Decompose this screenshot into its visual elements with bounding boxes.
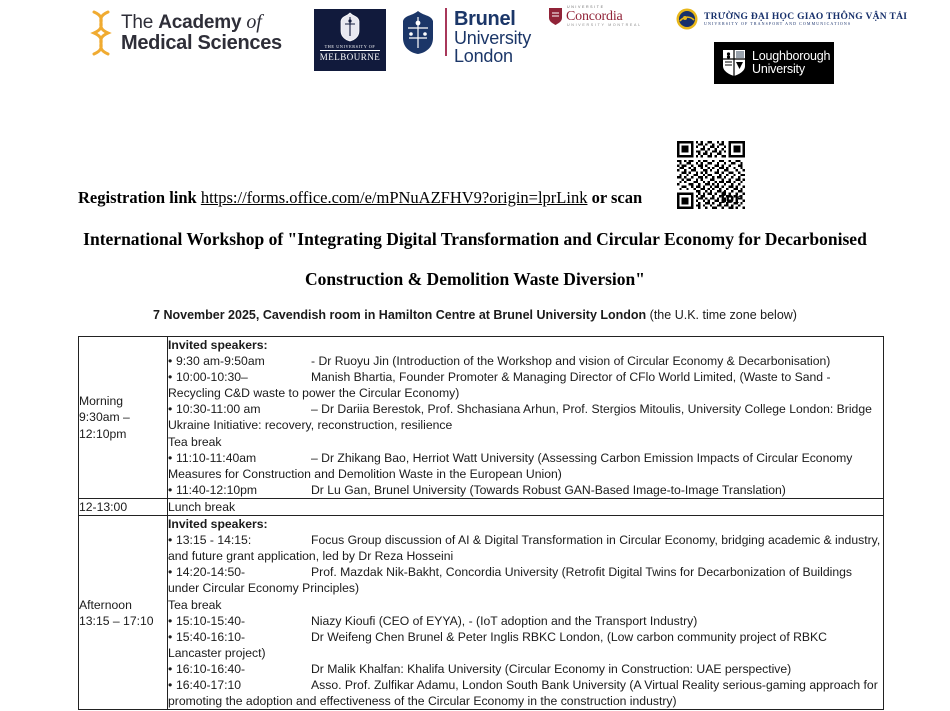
session-time: 11:10-11:40am: [176, 450, 257, 465]
logo-university-of-melbourne: [314, 9, 386, 71]
schedule-table: [78, 336, 884, 710]
tea-break-afternoon: Tea break: [168, 597, 222, 612]
logo-concordia-university: [548, 6, 642, 27]
table-row: [79, 498, 884, 515]
melbourne-sub-text: THE UNIVERSITY OF: [324, 44, 376, 49]
session-text: Niazy Kioufi (CEO of EYYA), - (IoT adoption and the Transport Industry): [311, 613, 698, 628]
session-time: 10:00-10:30–: [176, 370, 248, 385]
schedule-body-cell-afternoon: [168, 516, 884, 710]
schedule-body-cell-morning: [168, 337, 884, 499]
session-text: Dr Malik Khalfan: Khalifa University (Circular Economy in Construction: UAE perspective): [311, 661, 792, 676]
bullet-icon: •: [168, 533, 173, 548]
session-text: Prof. Mazdak Nik-Bakht, Concordia University (Retrofit Digital Twins for Decarbonization of Buildings under Circular Economy Principles): [168, 565, 852, 596]
bullet-icon: •: [168, 354, 173, 369]
workshop-title-line-1: International Workshop of "Integrating Digital Transformation and Circular Economy for Decarbonised: [83, 229, 867, 249]
utc-name-en: UNIVERSITY OF TRANSPORT AND COMMUNICATIONS: [704, 21, 852, 27]
session-list-morning-2: [168, 450, 883, 498]
bullet-icon: •: [168, 370, 173, 385]
list-item: [168, 482, 883, 498]
logo-brunel-university-london: [398, 8, 531, 65]
bullet-icon: •: [168, 450, 173, 465]
session-time: 16:10-16:40-: [176, 661, 246, 676]
bullet-icon: •: [168, 565, 173, 580]
schedule-table-body: [79, 337, 884, 710]
list-item: [168, 677, 883, 709]
registration-suffix: for: [716, 188, 742, 207]
session-text: Dr Lu Gan, Brunel University (Towards Robust GAN-Based Image-to-Image Translation): [311, 482, 786, 497]
time-label: Afternoon: [79, 597, 132, 612]
brunel-logo-line-1: Brunel: [454, 8, 516, 30]
session-time: 15:40-16:10-: [176, 629, 246, 644]
list-item: [168, 532, 883, 564]
workshop-date-venue: [0, 308, 950, 322]
concordia-bottom-text: UNIVERSITY MONTREAL: [567, 22, 642, 27]
schedule-time-cell-afternoon: [79, 516, 168, 710]
registration-line: [78, 188, 878, 208]
concordia-shield-icon: [548, 7, 563, 26]
session-text: - Dr Ruoyu Jin (Introduction of the Workshop and vision of Circular Economy & Decarbonisation): [311, 354, 831, 369]
bullet-icon: •: [168, 677, 173, 692]
session-text: Focus Group discussion of AI & Digital Transformation in Circular Economy, bridging academic & industry, and future grant application, led by Dr Reza Hosseini: [168, 533, 881, 564]
bullet-icon: •: [168, 629, 173, 644]
time-range-line-2: 12:10pm: [79, 426, 127, 441]
registration-middle: or scan: [587, 188, 647, 207]
schedule-body-cell-lunch: Lunch break: [168, 498, 884, 515]
loughborough-line-2: University: [752, 62, 805, 76]
logo-loughborough-university: [714, 42, 834, 84]
melbourne-crest-icon: [337, 12, 363, 42]
ams-logo-line-1: The Academy of: [121, 10, 262, 33]
brunel-crest-icon: [398, 8, 438, 56]
session-text: Manish Bhartia, Founder Promoter & Managing Director of CFlo World Limited, (Waste to Sand - Recycling C&D waste to power the Circular Economy): [168, 370, 831, 401]
session-time: 10:30-11:00 am: [176, 402, 261, 417]
session-list-afternoon: [168, 532, 883, 596]
bullet-icon: •: [168, 482, 173, 497]
utc-emblem-icon: [676, 8, 698, 30]
registration-link[interactable]: https://forms.office.com/e/mPNuAZFHV9?origin=lprLink: [200, 188, 588, 207]
section-heading: Invited speakers:: [168, 338, 268, 352]
session-time: 16:40-17:10: [176, 677, 242, 692]
dna-helix-icon: [88, 10, 114, 56]
session-time: 9:30 am-9:50am: [176, 354, 265, 369]
timezone-note: (the U.K. time zone below): [646, 308, 797, 322]
time-range-line-1: 9:30am –: [79, 410, 130, 425]
section-heading: Invited speakers:: [168, 517, 268, 532]
logo-academy-of-medical-sciences: [88, 10, 282, 56]
registration-prefix: Registration link: [78, 188, 201, 207]
session-text: Asso. Prof. Zulfikar Adamu, London South Bank University (A Virtual Reality serious-gaming approach for promoting the adoption and effectiveness of the Circular Economy in the construction industry): [168, 677, 878, 709]
workshop-title-line-2: Construction & Demolition Waste Diversion": [305, 269, 645, 289]
utc-name-vi: TRƯỜNG ĐẠI HỌC GIAO THÔNG VẬN TẢI: [704, 11, 908, 22]
session-list-afternoon-2: [168, 613, 883, 710]
list-item: [168, 401, 883, 433]
schedule-time-cell-morning: [79, 337, 168, 499]
list-item: [168, 661, 883, 677]
logo-band: [0, 0, 950, 92]
tea-break-morning: Tea break: [168, 434, 222, 449]
concordia-name-text: Concordia: [566, 8, 623, 24]
bullet-icon: •: [168, 613, 173, 628]
time-range-line-1: 13:15 – 17:10: [79, 613, 154, 628]
bullet-icon: •: [168, 661, 173, 676]
concordia-top-text: UNIVERSITE: [567, 5, 605, 9]
melbourne-name-text: MELBOURNE: [319, 52, 381, 62]
loughborough-line-1: Loughborough: [752, 48, 831, 63]
schedule-time-cell-lunch: 12-13:00: [79, 498, 168, 515]
time-label: Morning: [79, 394, 124, 409]
list-item: [168, 564, 883, 596]
brunel-logo-line-3: London: [454, 46, 513, 66]
bullet-icon: •: [168, 402, 173, 417]
ams-logo-line-2: Medical Sciences: [121, 32, 282, 54]
brunel-logo-line-2: University: [454, 28, 532, 48]
list-item: [168, 353, 883, 369]
list-item: [168, 629, 883, 661]
session-text: – Dr Dariia Berestok, Prof. Shchasiana Arhun, Prof. Stergios Mitoulis, University College London: Bridge Ukraine Initiative: recovery, reconstruction, resilience: [168, 402, 872, 433]
list-item: [168, 450, 883, 482]
session-time: 14:20-14:50-: [176, 565, 246, 580]
session-text: – Dr Zhikang Bao, Herriot Watt University (Assessing Carbon Emission Impacts of Circular Economy Measures for Construction and Demolition Waste in the European Union): [168, 450, 853, 481]
session-time: 13:15 - 14:15:: [176, 533, 252, 548]
brunel-divider: [445, 8, 447, 56]
logo-university-of-transport-and-communications: [676, 8, 907, 30]
session-list-morning: [168, 353, 883, 433]
table-row: [79, 337, 884, 499]
list-item: [168, 369, 883, 401]
session-time: 15:10-15:40-: [176, 613, 246, 628]
loughborough-crest-icon: [722, 49, 746, 77]
session-time: 11:40-12:10pm: [176, 482, 258, 497]
session-text: Dr Weifeng Chen Brunel & Peter Inglis RBKC London, (Low carbon community project of RBKC Lancaster project): [168, 629, 827, 660]
table-row: [79, 516, 884, 710]
list-item: [168, 613, 883, 629]
date-venue-bold: 7 November 2025, Cavendish room in Hamilton Centre at Brunel University London: [153, 308, 647, 322]
